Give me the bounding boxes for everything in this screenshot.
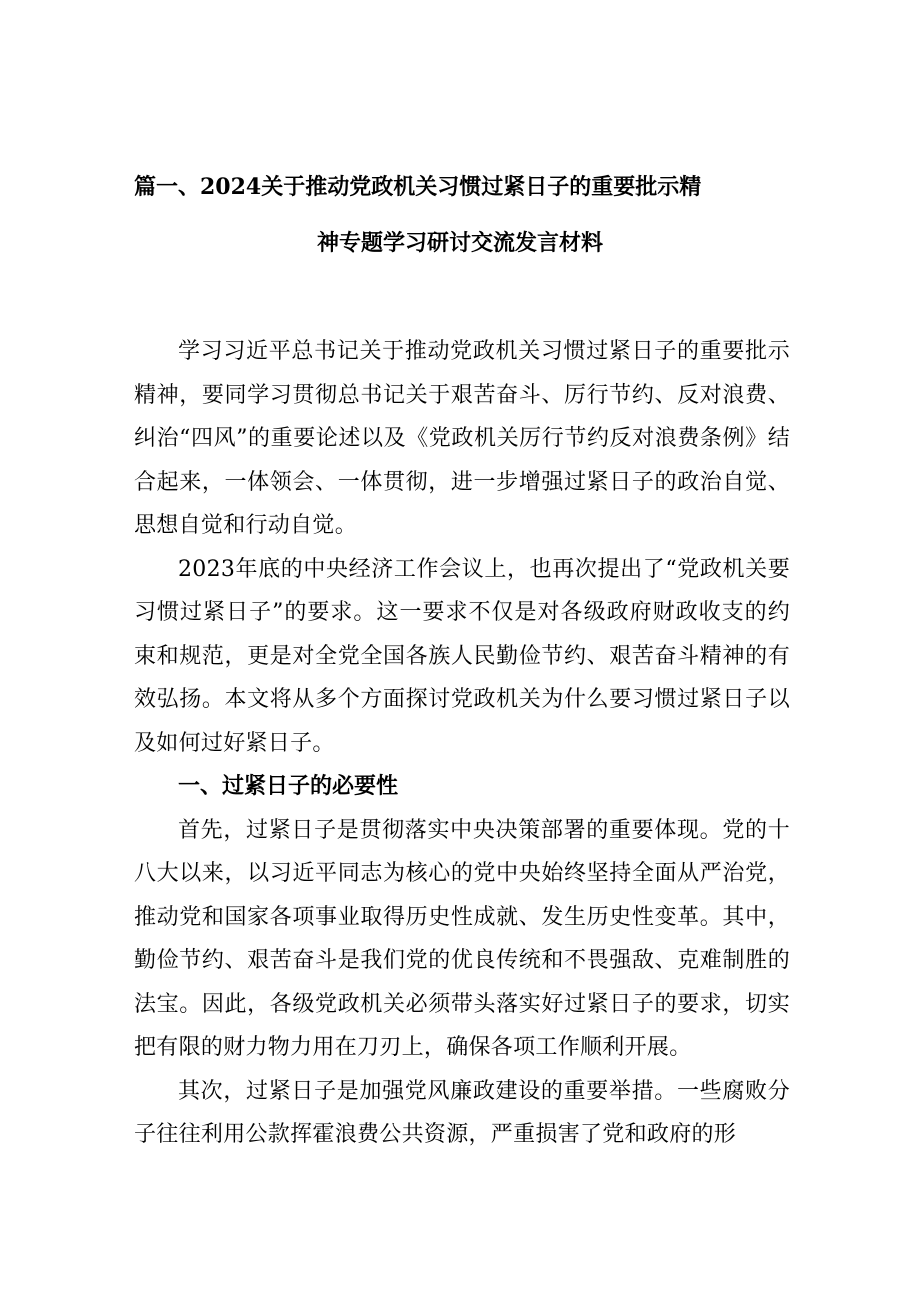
paragraph: 首先，过紧日子是贯彻落实中央决策部署的重要体现。党的十八大以来，以习近平同志为核心的党中央始终坚持全面从严治党，推动党和国家各项事业取得历史性成就、发生历史性变革。其中，勤俭节约、艰苦奋斗是我们党的优良传统和不畏强敌、克难制胜的法宝。因此，各级党政机关必须带头落实好过紧日子的要求，切实把有限的财力物力用在刀刃上，确保各项工作顺利开展。 (134, 817, 790, 1060)
document-title-line-1: 篇一、2024关于推动党政机关习惯过紧日子的重要批示精 (134, 174, 702, 200)
document-body (134, 330, 790, 1157)
document-title-line-2: 神专题学习研讨交流发言材料 (316, 230, 603, 256)
paragraph: 学习习近平总书记关于推动党政机关习惯过紧日子的重要批示精神，要同学习贯彻总书记关于艰苦奋斗、厉行节约、反对浪费、纠治“四风”的重要论述以及《党政机关厉行节约反对浪费条例》结合起来，一体领会、一体贯彻，进一步增强过紧日子的政治自觉、思想自觉和行动自觉。 (134, 339, 790, 538)
paragraph: 其次，过紧日子是加强党风廉政建设的重要举措。一些腐败分子往往利用公款挥霍浪费公共资源，严重损害了党和政府的形 (134, 1078, 790, 1147)
paragraph: 2023年底的中央经济工作会议上，也再次提出了“党政机关要习惯过紧日子”的要求。这一要求不仅是对各级政府财政收支的约束和规范，更是对全党全国各族人民勤俭节约、艰苦奋斗精神的有效弘扬。本文将从多个方面探讨党政机关为什么要习惯过紧日子以及如何过好紧日子。 (134, 556, 790, 756)
section-heading: 一、过紧日子的必要性 (178, 773, 399, 799)
